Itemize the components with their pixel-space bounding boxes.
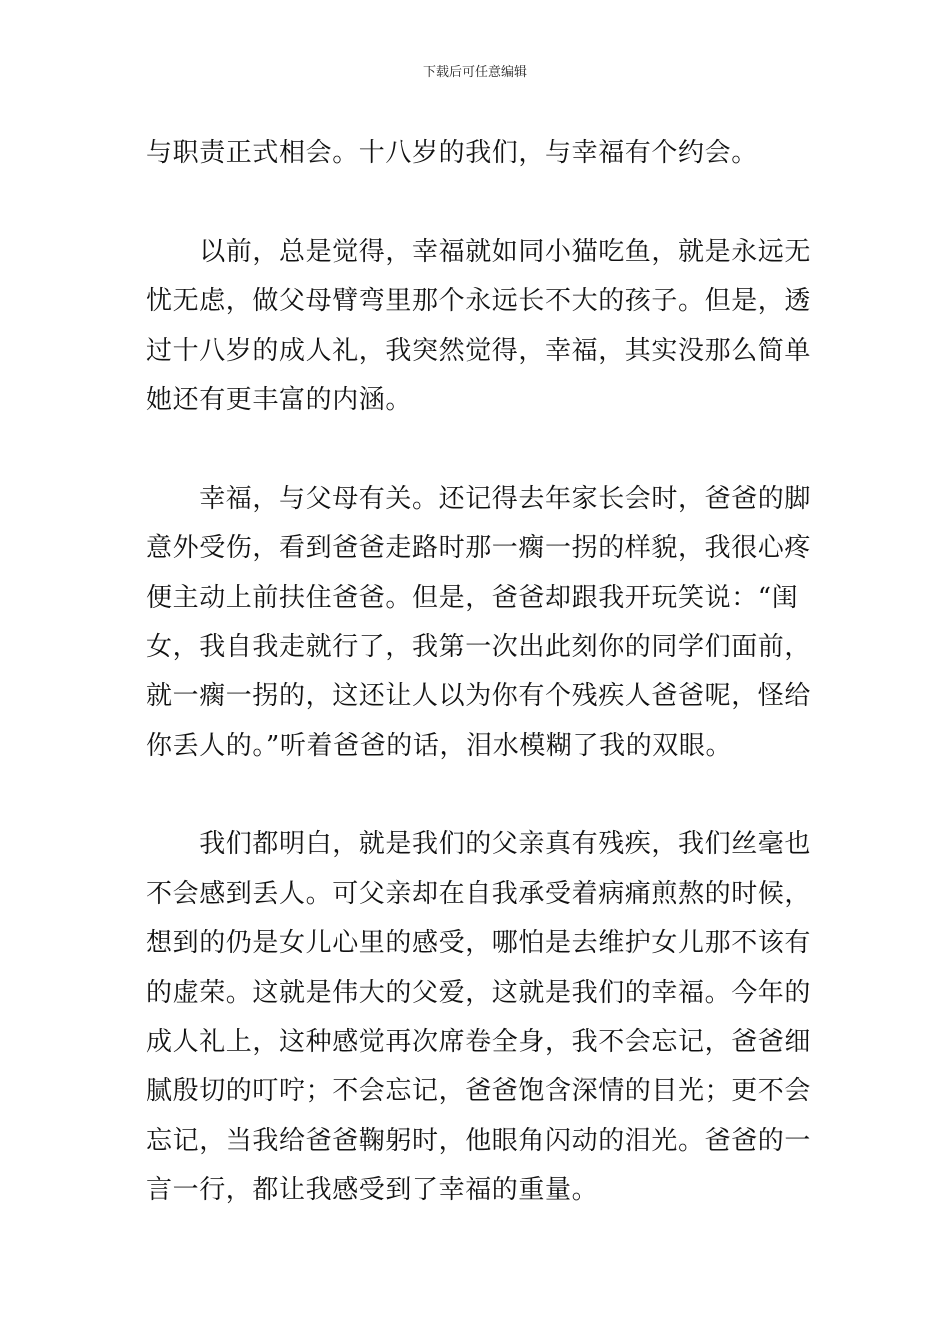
text-line: 言一行，都让我感受到了幸福的重量。	[146, 1175, 599, 1206]
text-line: 女，我自我走就行了，我第一次出此刻你的同学们面前，	[146, 631, 812, 662]
text-line: 腻殷切的叮咛；不会忘记，爸爸饱含深情的目光；更不会	[146, 1076, 812, 1107]
text-line: 你丢人的。”听着爸爸的话，泪水模糊了我的双眼。	[146, 730, 733, 761]
text-line: 意外受伤，看到爸爸走路时那一瘸一拐的样貌，我很心疼	[146, 533, 812, 564]
paragraph-4	[146, 820, 812, 1215]
text-line: 与职责正式相会。十八岁的我们，与幸福有个约会。	[146, 138, 758, 168]
text-line: 以前，总是觉得，幸福就如同小猫吃鱼，就是永远无	[146, 236, 812, 267]
text-line: 想到的仍是女儿心里的感受，哪怕是去维护女儿那不该有	[146, 928, 812, 959]
text-line: 不会感到丢人。可父亲却在自我承受着病痛煎熬的时候，	[146, 878, 812, 909]
text-line: 幸福，与父母有关。还记得去年家长会时，爸爸的脚	[146, 483, 812, 514]
paragraph-gap	[146, 425, 806, 474]
text-line: 忧无虑，做父母臂弯里那个永远长不大的孩子。但是，透	[146, 286, 812, 317]
text-line: 过十八岁的成人礼，我突然觉得，幸福，其实没那么简单	[146, 335, 812, 366]
paragraph-3	[146, 475, 812, 771]
text-line: 的虚荣。这就是伟大的父爱，这就是我们的幸福。今年的	[146, 977, 812, 1008]
text-line: 她还有更丰富的内涵。	[146, 384, 413, 415]
paragraph-1	[146, 129, 806, 178]
paragraph-2	[146, 228, 812, 426]
text-line: 成人礼上，这种感觉再次席卷全身，我不会忘记，爸爸细	[146, 1027, 812, 1058]
text-line: 我们都明白，就是我们的父亲真有残疾，我们丝毫也	[146, 829, 812, 860]
text-line: 就一瘸一拐的，这还让人以为你有个残疾人爸爸呢，怪给	[146, 681, 812, 712]
page-header: 下载后可任意编辑	[422, 65, 527, 80]
paragraph-gap	[146, 771, 806, 820]
document-body	[146, 129, 812, 1216]
paragraph-gap	[146, 178, 806, 227]
text-line: 忘记，当我给爸爸鞠躬时，他眼角闪动的泪光。爸爸的一	[146, 1125, 812, 1156]
text-line: 便主动上前扶住爸爸。但是，爸爸却跟我开玩笑说：“闺	[146, 582, 799, 613]
